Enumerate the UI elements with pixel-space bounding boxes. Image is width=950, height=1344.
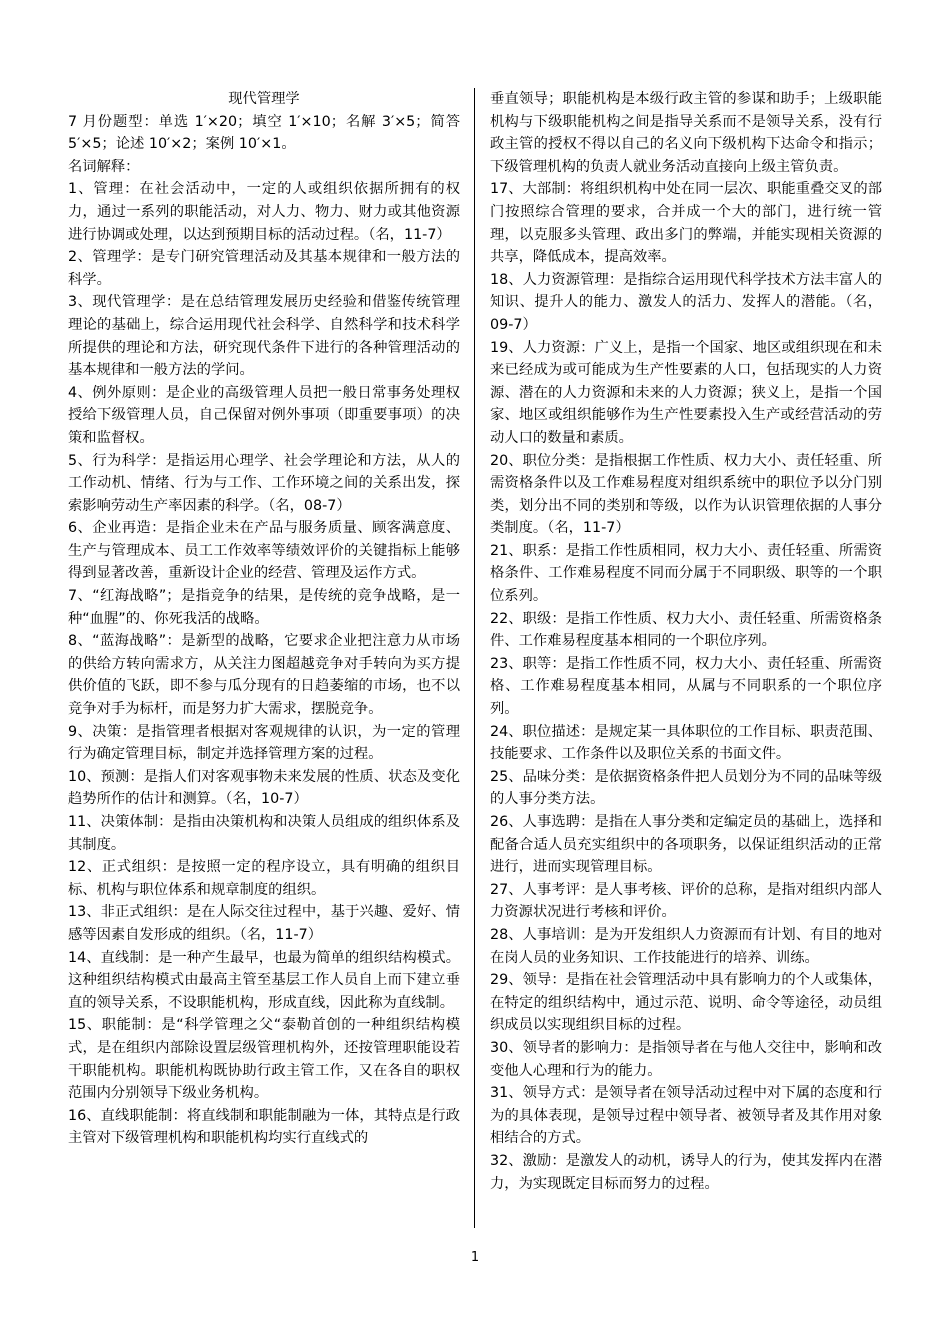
term-entry: 29、领导：是指在社会管理活动中具有影响力的个人或集体，在特定的组织结构中，通过示范、说明、命令等途径，动员组织成员以实现组织目标的过程。 [490, 972, 882, 1034]
term-entry: 4、例外原则：是企业的高级管理人员把一般日常事务处理权授给下级管理人员，自己保留对例外事项（即重要事项）的决策和监督权。 [68, 384, 460, 446]
page-number: 1 [470, 1250, 480, 1265]
term-entry: 32、激励：是激发人的动机，诱导人的行为，使其发挥内在潜力，为实现既定目标而努力的过程。 [490, 1152, 882, 1192]
term-entry: 19、人力资源：广义上，是指一个国家、地区或组织现在和未来已经成为或可能成为生产性要素的人口，包括现实的人力资源、潜在的人力资源和未来的人力资源；狭义上，是指一个国家、地区或组织能够作为生产性要素投入生产或经营活动的劳动人口的数量和素质。 [490, 339, 882, 446]
column-divider [474, 88, 475, 1228]
section-heading: 名词解释： [68, 158, 140, 175]
right-column [490, 88, 882, 1195]
term-entry: 23、职等：是指工作性质不同，权力大小、责任轻重、所需资格、工作难易程度基本相同，从属与不同职系的一个职位序列。 [490, 655, 882, 718]
term-entry: 17、大部制：将组织机构中处在同一层次、职能重叠交叉的部门按照综合管理的要求，合并成一个大的部门，进行统一管理，以克服多头管理、政出多门的弊端，并能实现相关资源的共享，降低成本，提高效率。 [490, 181, 882, 266]
term-entry: 7、“红海战略”；是指竞争的结果，是传统的竞争战略，是一种“血腥”的、你死我活的战略。 [68, 588, 460, 627]
term-entry: 11、决策体制：是指由决策机构和决策人员组成的组织体系及其制度。 [68, 814, 460, 853]
term-entry: 16、直线职能制：将直线制和职能制融为一体，其特点是行政主管对下级管理机构和职能机构均实行直线式的 [68, 1107, 460, 1147]
term-entry-continuation: 垂直领导；职能机构是本级行政主管的参谋和助手；上级职能机构与下级职能机构之间是指导关系而不是领导关系，没有行政主管的授权不得以自己的名义向下级机构下达命令和指示；下级管理机构的负责人就业务活动直接向上级主管负责。 [490, 91, 882, 175]
document-title: 现代管理学 [228, 91, 300, 107]
term-entry: 18、人力资源管理：是指综合运用现代科学技术方法丰富人的知识、提升人的能力、激发人的活力、发挥人的潜能。（名，09-7） [490, 271, 882, 333]
term-entry: 31、领导方式：是领导者在领导活动过程中对下属的态度和行为的具体表现，是领导过程中领导者、被领导者及其作用对象相结合的方式。 [490, 1085, 882, 1147]
term-entry: 14、直线制：是一种产生最早，也最为简单的组织结构模式。这种组织结构模式由最高主管至基层工作人员自上而下建立垂直的领导关系，不设职能机构，形成直线，因此称为直线制。 [68, 949, 460, 1011]
term-entry: 24、职位描述：是规定某一具体职位的工作目标、职责范围、技能要求、工作条件以及职位关系的书面文件。 [490, 723, 882, 763]
term-entry: 13、非正式组织：是在人际交往过程中，基于兴趣、爱好、情感等因素自发形成的组织。（名，11-7） [68, 904, 460, 943]
term-entry: 20、职位分类：是指根据工作性质、权力大小、责任轻重、所需资格条件以及工作难易程度对组织系统中的职位予以分门别类，划分出不同的类别和等级，以作为认识管理依据的人事分类制度。（名，11-7） [490, 452, 882, 537]
term-entry: 22、职级：是指工作性质、权力大小、责任轻重、所需资格条件、工作难易程度基本相同的一个职位序列。 [490, 610, 882, 650]
term-entry: 1、管理：在社会活动中，一定的人或组织依据所拥有的权力，通过一系列的职能活动，对人力、物力、财力或其他资源进行协调或处理，以达到预期目标的活动过程。（名，11-7） [68, 181, 460, 243]
left-column [68, 88, 460, 1150]
term-entry: 8、“蓝海战略”：是新型的战略，它要求企业把注意力从市场的供给方转向需求方，从关注力图超越竞争对手转向为买方提供价值的飞跃，即不参与瓜分现有的日趋萎缩的市场，也不以竞争对手为标杆，而是努力扩大需求，摆脱竞争。 [68, 633, 460, 718]
term-entry: 5、行为科学：是指运用心理学、社会学理论和方法，从人的工作动机、情绪、行为与工作、工作环境之间的关系出发，探索影响劳动生产率因素的科学。（名，08-7） [68, 452, 460, 514]
term-entry: 12、正式组织：是按照一定的程序设立，具有明确的组织目标、机构与职位体系和规章制度的组织。 [68, 859, 460, 898]
term-entry: 9、决策：是指管理者根据对客观规律的认识，为一定的管理行为确定管理目标，制定并选择管理方案的过程。 [68, 723, 460, 763]
exam-format-line: 7 月份题型：单选 1′×20；填空 1′×10；名解 3′×5；简答 5′×5；论述 10′×2；案例 10′×1。 [68, 113, 460, 153]
term-entry: 25、品味分类：是依据资格条件把人员划分为不同的品味等级的人事分类方法。 [490, 768, 882, 808]
term-entry: 28、人事培训：是为开发组织人力资源而有计划、有目的地对在岗人员的业务知识、工作技能进行的培养、训练。 [490, 926, 882, 966]
term-entry: 21、职系：是指工作性质相同，权力大小、责任轻重、所需资格条件、工作难易程度不同而分属于不同职级、职等的一个职位系列。 [490, 542, 882, 605]
term-entry: 10、预测：是指人们对客观事物未来发展的性质、状态及变化趋势所作的估计和测算。（名，10-7） [68, 768, 460, 808]
term-entry: 27、人事考评：是人事考核、评价的总称，是指对组织内部人力资源状况进行考核和评价。 [490, 881, 882, 921]
term-entry: 30、领导者的影响力：是指领导者在与他人交往中，影响和改变他人心理和行为的能力。 [490, 1039, 882, 1079]
term-entry: 26、人事选聘：是指在人事分类和定编定员的基础上，选择和配备合适人员充实组织中的各项职务，以保证组织活动的正常进行，进而实现管理目标。 [490, 814, 882, 876]
term-entry: 6、企业再造：是指企业未在产品与服务质量、顾客满意度、生产与管理成本、员工工作效率等绩效评价的关键指标上能够得到显著改善，重新设计企业的经营、管理及运作方式。 [68, 520, 460, 582]
term-entry: 15、职能制：是“科学管理之父“泰勒首创的一种组织结构模式，是在组织内部除设置层级管理机构外，还按管理职能设若干职能机构。职能机构既协助行政主管工作，又在各自的职权范围内分别领导下级业务机构。 [68, 1017, 460, 1102]
term-entry: 2、管理学：是专门研究管理活动及其基本规律和一般方法的科学。 [68, 249, 460, 288]
term-entry: 3、现代管理学：是在总结管理发展历史经验和借鉴传统管理理论的基础上，综合运用现代社会科学、自然科学和技术科学所提供的理论和方法，研究现代条件下进行的各种管理活动的基本规律和一般方法的学问。 [68, 294, 460, 379]
